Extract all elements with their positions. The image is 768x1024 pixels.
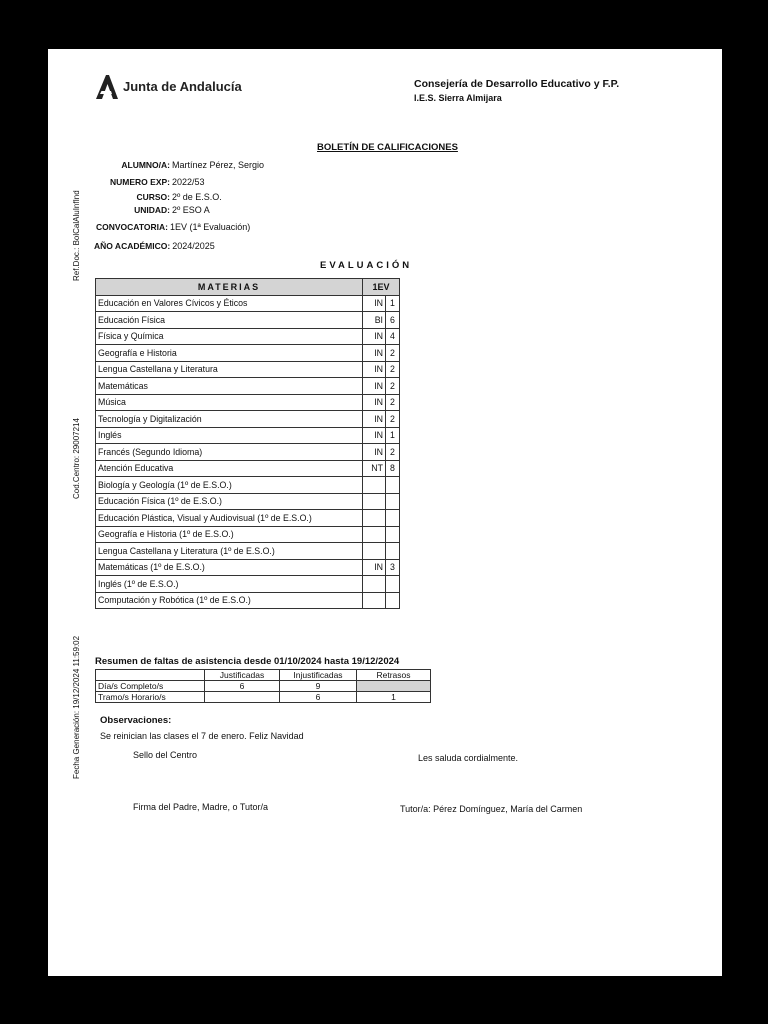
grade-cell	[363, 576, 400, 593]
side-fecha: Fecha Generación: 19/12/2024 11:59:02	[72, 635, 81, 779]
subject-name: Inglés (1º de E.S.O.)	[96, 576, 363, 593]
grades-body	[96, 295, 400, 609]
grade-cell	[363, 378, 400, 395]
grade-qualitative: IN	[363, 345, 386, 361]
grade-qualitative: IN	[363, 444, 386, 460]
att-injust: 6	[280, 692, 357, 703]
att-just	[205, 692, 280, 703]
att-col-injustificadas: Injustificadas	[280, 670, 357, 681]
grade-row	[96, 378, 400, 395]
subject-name: Geografía e Historia (1º de E.S.O.)	[96, 526, 363, 543]
grade-cell	[363, 361, 400, 378]
grade-row	[96, 592, 400, 609]
header-institution	[414, 77, 619, 105]
grade-qualitative: NT	[363, 461, 386, 477]
grade-row	[96, 477, 400, 494]
grade-numeric: 2	[390, 413, 395, 424]
subject-name: Tecnología y Digitalización	[96, 411, 363, 428]
grade-numeric: 1	[390, 430, 395, 441]
anio-row	[94, 241, 215, 251]
convocatoria-row	[96, 222, 250, 232]
subject-name: Educación en Valores Cívicos y Éticos	[96, 295, 363, 312]
col-materias: MATERIAS	[96, 279, 363, 296]
anio-value: 2024/2025	[172, 241, 215, 251]
grade-row	[96, 444, 400, 461]
grade-cell	[363, 460, 400, 477]
subject-name: Computación y Robótica (1º de E.S.O.)	[96, 592, 363, 609]
att-col-retrasos: Retrasos	[357, 670, 431, 681]
grade-qualitative	[363, 576, 386, 592]
grades-header-row	[96, 279, 400, 296]
attendance-header-row	[96, 670, 431, 681]
grade-cell	[363, 526, 400, 543]
att-row-label: Tramo/s Horario/s	[96, 692, 205, 703]
grade-cell	[363, 427, 400, 444]
att-col-empty	[96, 670, 205, 681]
subject-name: Educación Física (1º de E.S.O.)	[96, 493, 363, 510]
grade-qualitative	[363, 494, 386, 510]
grade-row	[96, 460, 400, 477]
subject-name: Geografía e Historia	[96, 345, 363, 362]
grade-qualitative: IN	[363, 378, 386, 394]
subject-name: Inglés	[96, 427, 363, 444]
exp-value: 2022/53	[172, 177, 205, 187]
col-1ev: 1EV	[363, 279, 400, 296]
att-col-justificadas: Justificadas	[205, 670, 280, 681]
grade-qualitative: IN	[363, 329, 386, 345]
logo-text: Junta de Andalucía	[123, 79, 242, 94]
grade-cell	[363, 444, 400, 461]
saludo-text: Les saluda cordialmente.	[418, 753, 519, 763]
att-row-label: Día/s Completo/s	[96, 681, 205, 692]
grades-table	[95, 278, 400, 609]
curso-value: 2º de E.S.O.	[172, 192, 222, 202]
att-row-tramos	[96, 692, 431, 703]
grade-row	[96, 576, 400, 593]
subject-name: Lengua Castellana y Literatura (1º de E.S.O.)	[96, 543, 363, 560]
grade-numeric: 4	[390, 331, 395, 342]
tutor-label: Tutor/a: Pérez Domínguez, María del Carmen	[400, 804, 583, 814]
observaciones-title: Observaciones:	[100, 715, 172, 726]
grade-numeric: 1	[390, 298, 395, 309]
alumno-row	[98, 160, 264, 170]
side-cod-centro: Cod.Centro: 29007214	[72, 418, 81, 499]
side-ref-doc: Ref.Doc.: BolCalAluInfInd	[72, 190, 81, 281]
grade-qualitative	[363, 593, 386, 609]
junta-logo-icon	[94, 73, 120, 101]
alumno-value: Martínez Pérez, Sergio	[172, 160, 265, 170]
grade-cell	[363, 394, 400, 411]
grade-row	[96, 427, 400, 444]
grade-row	[96, 312, 400, 329]
subject-name: Física y Química	[96, 328, 363, 345]
subject-name: Educación Plástica, Visual y Audiovisual (1º de E.S.O.)	[96, 510, 363, 527]
unidad-value: 2º ESO A	[172, 205, 210, 215]
report-page	[48, 49, 722, 976]
grade-numeric: 2	[390, 446, 395, 457]
grade-qualitative: IN	[363, 395, 386, 411]
exp-label: NUMERO EXP:	[110, 177, 170, 187]
grade-cell	[363, 312, 400, 329]
exp-row	[98, 177, 205, 187]
grade-cell	[363, 493, 400, 510]
grade-cell	[363, 543, 400, 560]
grade-cell	[363, 592, 400, 609]
grade-row	[96, 394, 400, 411]
grade-row	[96, 361, 400, 378]
curso-label: CURSO:	[136, 192, 170, 202]
attendance-table	[95, 669, 431, 703]
grade-qualitative: IN	[363, 411, 386, 427]
header-school: I.E.S. Sierra Almijara	[414, 93, 502, 103]
att-just: 6	[205, 681, 280, 692]
grade-qualitative	[363, 510, 386, 526]
grade-row	[96, 510, 400, 527]
grade-row	[96, 559, 400, 576]
unidad-label: UNIDAD:	[134, 205, 170, 215]
grade-qualitative: IN	[363, 428, 386, 444]
grade-qualitative: IN	[363, 296, 386, 312]
grade-qualitative: IN	[363, 560, 386, 576]
grade-cell	[363, 345, 400, 362]
subject-name: Educación Física	[96, 312, 363, 329]
anio-label: AÑO ACADÉMICO:	[94, 241, 171, 251]
unidad-row	[98, 205, 210, 215]
observaciones-text: Se reinician las clases el 7 de enero. Feliz Navidad	[100, 731, 304, 741]
curso-row	[98, 192, 222, 202]
subject-name: Matemáticas	[96, 378, 363, 395]
grade-qualitative: IN	[363, 362, 386, 378]
document-title: BOLETÍN DE CALIFICACIONES	[317, 142, 458, 153]
firma-label: Firma del Padre, Madre, o Tutor/a	[133, 802, 269, 812]
grade-qualitative	[363, 477, 386, 493]
subject-name: Biología y Geología (1º de E.S.O.)	[96, 477, 363, 494]
grade-row	[96, 295, 400, 312]
att-retr	[357, 681, 431, 692]
grade-numeric: 2	[390, 397, 395, 408]
evaluacion-heading: EVALUACIÓN	[320, 260, 413, 271]
header-consejeria: Consejería de Desarrollo Educativo y F.P.	[414, 78, 620, 90]
grade-row	[96, 526, 400, 543]
subject-name: Lengua Castellana y Literatura	[96, 361, 363, 378]
subject-name: Matemáticas (1º de E.S.O.)	[96, 559, 363, 576]
grade-numeric: 6	[390, 314, 395, 325]
subject-name: Atención Educativa	[96, 460, 363, 477]
grade-row	[96, 411, 400, 428]
grade-cell	[363, 559, 400, 576]
grade-row	[96, 345, 400, 362]
att-retr: 1	[357, 692, 431, 703]
convocatoria-value: 1EV (1ª Evaluación)	[169, 222, 251, 232]
att-row-dias	[96, 681, 431, 692]
grade-cell	[363, 411, 400, 428]
grade-numeric: 3	[390, 562, 395, 573]
alumno-label: ALUMNO/A:	[121, 160, 170, 170]
grade-cell	[363, 328, 400, 345]
subject-name: Francés (Segundo Idioma)	[96, 444, 363, 461]
attendance-title: Resumen de faltas de asistencia desde 01/10/2024 hasta 19/12/2024	[95, 656, 400, 667]
sello-label: Sello del Centro	[133, 750, 198, 760]
grade-qualitative	[363, 527, 386, 543]
grade-qualitative	[363, 543, 386, 559]
grade-numeric: 8	[390, 463, 395, 474]
grade-cell	[363, 477, 400, 494]
grade-numeric: 2	[390, 364, 395, 375]
grade-qualitative: BI	[363, 312, 386, 328]
grade-row	[96, 328, 400, 345]
att-injust: 9	[280, 681, 357, 692]
grade-cell	[363, 510, 400, 527]
grade-cell	[363, 295, 400, 312]
grade-numeric: 2	[390, 380, 395, 391]
grade-row	[96, 543, 400, 560]
grade-row	[96, 493, 400, 510]
convocatoria-label: CONVOCATORIA:	[96, 222, 168, 232]
subject-name: Música	[96, 394, 363, 411]
grade-numeric: 2	[390, 347, 395, 358]
